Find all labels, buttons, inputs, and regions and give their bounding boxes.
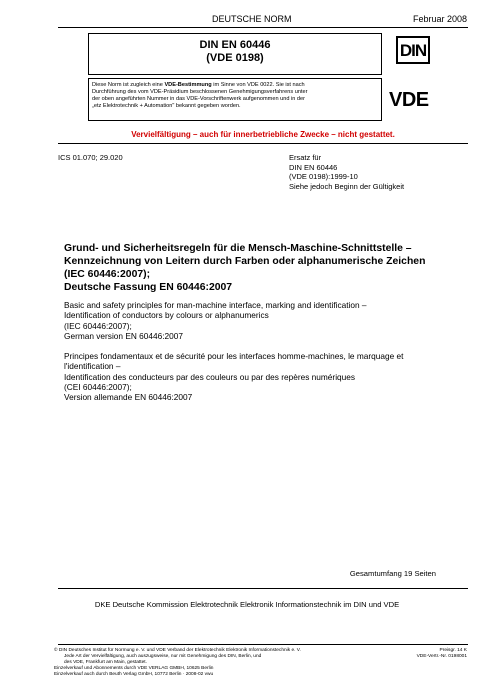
note-prefix: Diese Norm ist zugleich eine [92, 82, 165, 88]
committee-divider-top [58, 588, 468, 589]
title-de-line: Deutsche Fassung EN 60446:2007 [64, 282, 233, 293]
copyright-line: © DIN Deutsches Institut für Normung e. V. und VDE Verband der Elektrotechnik Elektronik Informationstechnik e. V. [54, 648, 301, 653]
note-line1-rest: im Sinne von VDE 0022. Sie ist nach [211, 82, 305, 88]
vde-logo: VDE [389, 89, 429, 111]
title-de-line: Kennzeichnung von Leitern durch Farben oder alphanumerische Zeichen [64, 256, 426, 267]
title-en-line: German version EN 60446:2007 [64, 330, 183, 341]
note-line-4: „etz Elektrotechnik + Automation" bekannt gegeben worden. [92, 103, 241, 110]
header-divider [58, 27, 468, 28]
publication-date: Februar 2008 [412, 14, 467, 24]
title-english [64, 300, 444, 341]
committee-name: DKE Deutsche Kommission Elektrotechnik Elektronik Informationstechnik im DIN und VDE [94, 600, 400, 609]
vde-note-box [88, 78, 382, 121]
copyright-line: Jede Art der Vervielfältigung, auch auszugsweise, nur mit Genehmigung des DIN, Berlin, und [64, 654, 262, 659]
reproduction-notice: Vervielfältigung – auch für innerbetriebliche Zwecke – nicht gestattet. [131, 130, 395, 139]
title-en-line: (IEC 60446:2007); [64, 320, 132, 331]
replaces-line: Siehe jedoch Beginn der Gültigkeit [289, 181, 405, 191]
note-line-3: der oben angeführten Nummer in das VDE-Vorschriftenwerk aufgenommen und in der [92, 96, 305, 103]
price-block [417, 648, 467, 660]
copyright-block [54, 648, 374, 678]
note-line-2: Durchführung des vom VDE-Präsidium beschlossenen Genehmigungsverfahrens unter [92, 89, 308, 96]
price-group: Preisgr. 14 K [439, 648, 467, 653]
standard-number: DIN EN 60446 [199, 39, 271, 51]
title-fr-line: (CEI 60446:2007); [64, 381, 132, 392]
notice-divider [58, 143, 468, 144]
standard-type-label: DEUTSCHE NORM [212, 14, 292, 24]
ics-code: ICS 01.070; 29.020 [58, 153, 123, 162]
copyright-line: des VDE, Frankfurt am Main, gestattet. [64, 660, 147, 665]
replaces-line: Ersatz für [289, 153, 322, 162]
standard-number-box [88, 33, 382, 75]
vde-number: (VDE 0198) [206, 52, 264, 64]
title-fr-line: Identification des conducteurs par des couleurs ou par des repères numériques [64, 371, 356, 382]
title-fr-line: l'identification – [64, 361, 121, 372]
title-fr-line: Version allemande EN 60446:2007 [64, 392, 193, 403]
replaces-line: (VDE 0198):1999-10 [289, 172, 358, 182]
copyright-line: Einzelverkauf und Abonnements durch VDE VERLAG GMBH, 10625 Berlin [54, 666, 214, 671]
footer-divider [58, 644, 468, 645]
din-logo-text: DIN [399, 41, 427, 60]
total-pages: Gesamtumfang 19 Seiten [349, 569, 436, 578]
replaces-block [289, 153, 404, 191]
title-french [64, 351, 454, 402]
copyright-line: Einzelverkauf auch durch Beuth Verlag GmbH, 10772 Berlin · 2008-02 vwu [54, 672, 214, 677]
title-de-line: (IEC 60446:2007); [64, 269, 151, 280]
replaces-line: DIN EN 60446 [289, 162, 338, 172]
title-de-line: Grund- und Sicherheitsregeln für die Mensch-Maschine-Schnittstelle – [64, 243, 412, 254]
note-line-1 [92, 82, 378, 89]
title-en-line: Identification of conductors by colours or alphanumerics [64, 310, 269, 321]
title-german [64, 242, 444, 294]
vde-order-number: VDE-Vertr.-Nr. 0198001 [416, 654, 467, 659]
din-logo [396, 36, 430, 64]
title-en-line: Basic and safety principles for man-machine interface, marking and identification – [64, 300, 367, 310]
title-fr-line: Principes fondamentaux et de sécurité pour les interfaces homme-machines, le marquage et [64, 351, 404, 361]
note-bold: VDE-Bestimmung [164, 82, 212, 88]
